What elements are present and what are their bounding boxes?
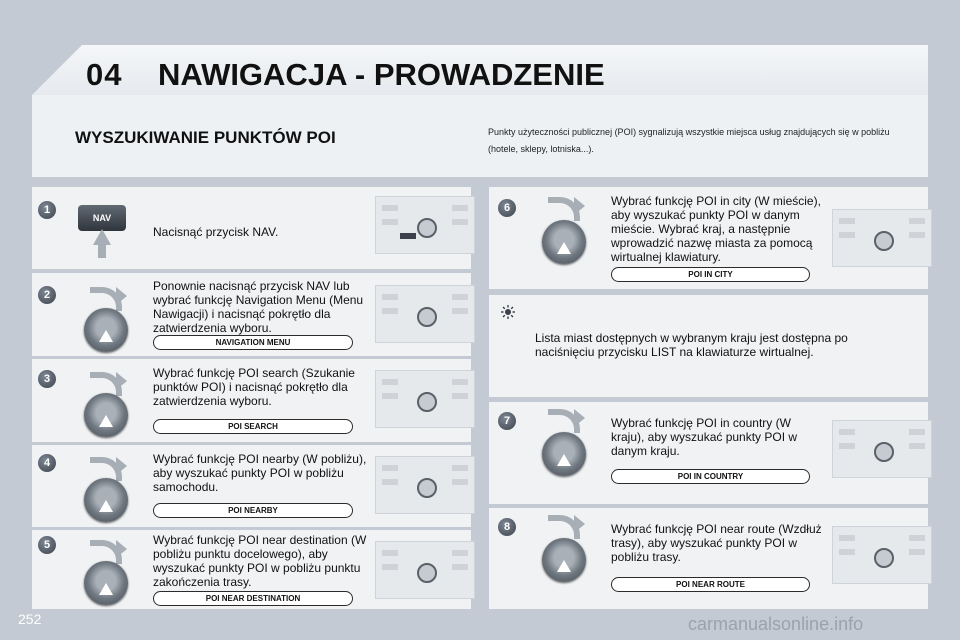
sun-icon — [501, 305, 515, 319]
step-text-4: Wybrać funkcję POI nearby (W pobliżu), aby wyszukać punkty POI w pobliżu samochodu. — [153, 452, 367, 494]
menu-label-7: POI IN COUNTRY — [611, 469, 810, 484]
rotate-arrow-head-icon — [116, 540, 127, 558]
step-text-5: Wybrać funkcję POI near destination (W pobliżu punktu docelowego), aby wyszukać punkty POI w pobliżu punktu zakończenia trasy. — [153, 533, 367, 589]
step-text-3: Wybrać funkcję POI search (Szukanie punktów POI) i nacisnąć pokrętło dla zatwierdzenia wyboru. — [153, 366, 355, 408]
tip-text: Lista miast dostępnych w wybranym kraju jest dostępna po naciśnięciu przycisku LIST na klawiaturze wirtualnej. — [535, 331, 848, 359]
rotate-arrow-head-icon — [574, 515, 585, 533]
step-text-7: Wybrać funkcję POI in country (W kraju), aby wyszukać punkty POI w danym kraju. — [611, 416, 798, 458]
push-arrow-icon — [557, 560, 571, 572]
rotate-arrow-head-icon — [574, 409, 585, 427]
step-text-2: Ponownie nacisnąć przycisk NAV lub wybrać funkcję Navigation Menu (Menu Nawigacji) i nacisnąć pokrętło dla zatwierdzenia wyboru. — [153, 279, 364, 335]
radio-panel-icon — [832, 526, 932, 584]
menu-label-4: POI NEARBY — [153, 503, 353, 518]
press-arrow-icon — [93, 229, 111, 245]
page-title: NAWIGACJA - PROWADZENIE — [158, 57, 605, 92]
header-corner — [32, 45, 82, 95]
rotate-arrow-head-icon — [116, 457, 127, 475]
radio-panel-icon — [375, 285, 475, 343]
radio-panel-icon — [832, 420, 932, 478]
step-number-5: 5 — [38, 536, 56, 554]
radio-panel-icon — [375, 456, 475, 514]
menu-label-6: POI IN CITY — [611, 267, 810, 282]
nav-key-icon: NAV — [78, 205, 126, 231]
step-text-6: Wybrać funkcję POI in city (W mieście), aby wyszukać punkty POI w danym mieście. Wybrać kraj, a następnie wprowadzić nazwę miasta za pomocą wirtualnej klawiatury. — [611, 194, 821, 264]
menu-label-8: POI NEAR ROUTE — [611, 577, 810, 592]
press-arrow-stem — [98, 244, 106, 258]
radio-panel-icon — [375, 196, 475, 254]
step-text-8: Wybrać funkcję POI near route (Wzdłuż trasy), aby wyszukać punkty POI w pobliżu trasy. — [611, 522, 822, 564]
section-intro: Punkty użyteczności publicznej (POI) sygnalizują wszystkie miejsca usług znajdujących się w pobliżu (hotele, sklepy, lotniska...). — [488, 127, 890, 154]
step-number-7: 7 — [498, 412, 516, 430]
push-arrow-icon — [99, 583, 113, 595]
menu-label-5: POI NEAR DESTINATION — [153, 591, 353, 606]
watermark: carmanualsonline.info — [688, 614, 864, 634]
push-arrow-icon — [557, 454, 571, 466]
step-number-8: 8 — [498, 518, 516, 536]
step-number-6: 6 — [498, 199, 516, 217]
step-number-2: 2 — [38, 286, 56, 304]
step-number-1: 1 — [38, 201, 56, 219]
push-arrow-icon — [557, 242, 571, 254]
push-arrow-icon — [99, 415, 113, 427]
rotate-arrow-head-icon — [116, 372, 127, 390]
menu-label-2: NAVIGATION MENU — [153, 335, 353, 350]
radio-panel-icon — [832, 209, 932, 267]
step-number-3: 3 — [38, 370, 56, 388]
step-number-4: 4 — [38, 454, 56, 472]
push-arrow-icon — [99, 330, 113, 342]
menu-label-3: POI SEARCH — [153, 419, 353, 434]
push-arrow-icon — [99, 500, 113, 512]
section-title: WYSZUKIWANIE PUNKTÓW POI — [75, 128, 336, 147]
chapter-number: 04 — [86, 57, 123, 92]
radio-panel-icon — [375, 370, 475, 428]
rotate-arrow-head-icon — [116, 287, 127, 305]
radio-panel-icon — [375, 541, 475, 599]
rotate-arrow-head-icon — [574, 197, 585, 215]
page-number: 252 — [18, 611, 42, 627]
step-text-1: Nacisnąć przycisk NAV. — [153, 225, 279, 239]
